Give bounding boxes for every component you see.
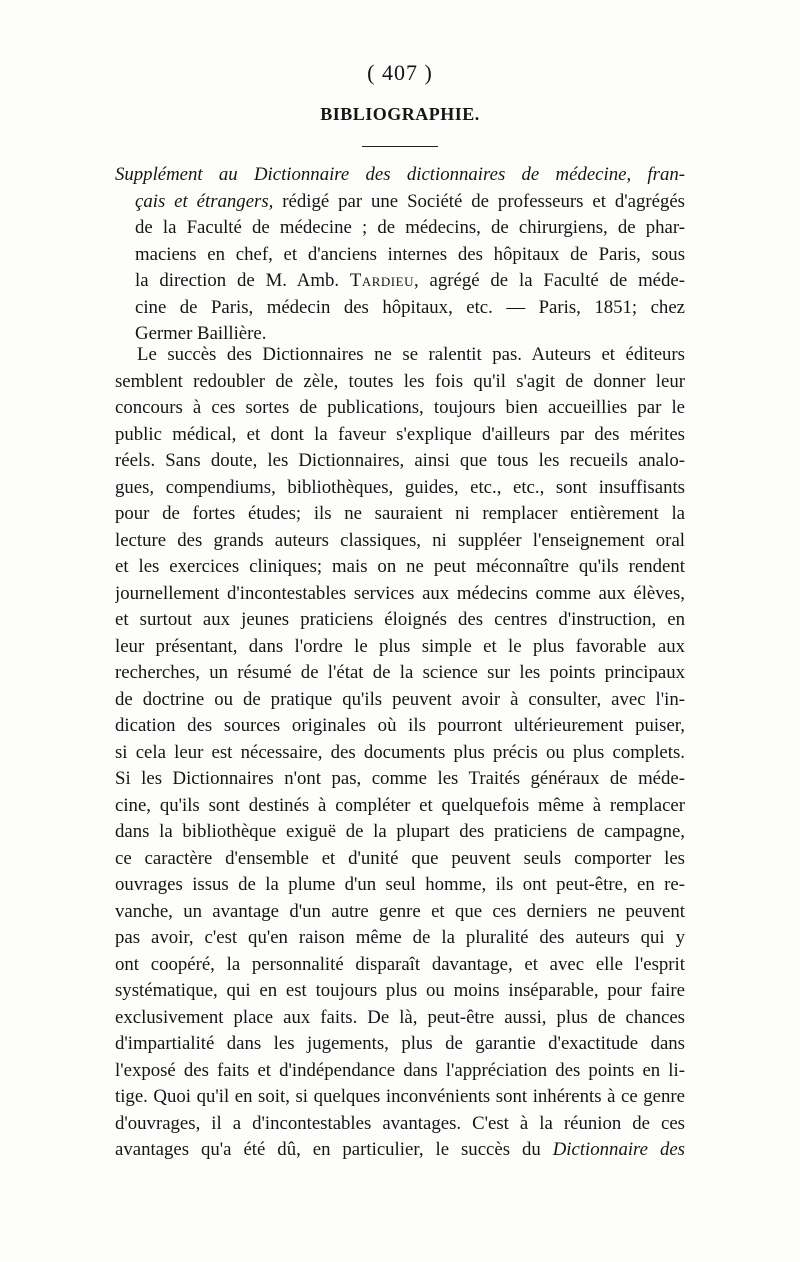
entry-line-7: Germer Baillière. xyxy=(135,323,267,344)
page-number: ( 407 ) xyxy=(367,60,433,85)
section-heading: BIBLIOGRAPHIE. xyxy=(320,104,480,124)
body-line: public médical, et dont la faveur s'explique d'ailleurs par des mérites xyxy=(115,423,685,445)
body-line: et surtout aux jeunes praticiens éloignés des centres d'instruction, en xyxy=(115,609,685,630)
body-line: Si les Dictionnaires n'ont pas, comme les Traités généraux de méde- xyxy=(115,768,685,789)
body-line: et les exercices cliniques; mais on ne peut méconnaître qu'ils rendent xyxy=(115,556,685,577)
author-name: Tardieu xyxy=(349,270,414,291)
body-line: dication des sources originales où ils pourront ultérieurement puiser, xyxy=(115,715,685,736)
body-line: ouvrages issus de la plume d'un seul homme, ils ont peut-être, en re- xyxy=(115,874,685,895)
body-line: dans la bibliothèque exiguë de la plupart des praticiens de campagne, xyxy=(115,821,685,842)
entry-line-1 xyxy=(115,162,685,189)
body-line: vanche, un avantage d'un autre genre et que ces derniers ne peuvent xyxy=(115,900,685,922)
body-line: d'impartialité dans les jugements, plus de garantie d'exactitude dans xyxy=(115,1033,685,1054)
body-line: réels. Sans doute, les Dictionnaires, ainsi que tous les recueils analo- xyxy=(115,450,685,471)
body-line: pas avoir, c'est qu'en raison même de la pluralité des auteurs qui y xyxy=(115,927,685,948)
entry-line-2 xyxy=(115,189,685,216)
entry-line-5 xyxy=(115,268,685,295)
entry-line-6: cine de Paris, médecin des hôpitaux, etc. — Paris, 1851; chez xyxy=(135,296,685,318)
body-line: journellement d'incontestables services aux médecins comme aux élèves, xyxy=(115,582,685,604)
heading-rule xyxy=(362,146,438,147)
body-line: recherches, un résumé de l'état de la science sur les points principaux xyxy=(115,662,685,683)
body-line: semblent redoubler de zèle, toutes les fois qu'il s'agit de donner leur xyxy=(115,370,685,392)
body-line: ont coopéré, la personnalité disparaît davantage, et avec elle l'esprit xyxy=(115,953,685,975)
entry-title-continued: çais et étrangers, xyxy=(135,190,274,212)
body-line: Le succès des Dictionnaires ne se ralentit pas. Auteurs et éditeurs xyxy=(137,344,685,365)
body-line: pour de fortes études; ils ne sauraient ni remplacer entièrement la xyxy=(115,503,685,524)
body-final-line xyxy=(115,1137,685,1164)
body-line: cine, qu'ils sont destinés à compléter et quelquefois même à remplacer xyxy=(115,794,685,816)
entry-line-4: maciens en chef, et d'anciens internes des hôpitaux de Paris, sous xyxy=(135,243,685,265)
entry-line-5-pre: la direction de M. Amb. xyxy=(135,270,350,291)
body-line: ce caractère d'ensemble et d'unité que peuvent seuls comporter les xyxy=(115,847,685,869)
body-line: lecture des grands auteurs classiques, ni suppléer l'enseignement oral xyxy=(115,529,685,551)
body-line: concours à ces sortes de publications, toujours bien accueillies par le xyxy=(115,397,685,418)
entry-line-5-post: , agrégé de la Faculté de méde- xyxy=(413,270,685,291)
body-line: l'exposé des faits et d'indépendance dans l'appréciation des points en li- xyxy=(115,1059,685,1081)
final-line-text: avantages qu'a été dû, en particulier, le succès du xyxy=(115,1139,553,1160)
body-line: de doctrine ou de pratique qu'ils peuvent avoir à consulter, avec l'in- xyxy=(115,688,685,710)
entry-title: Supplément au Dictionnaire des dictionnaires de médecine, fran- xyxy=(115,164,685,185)
bibliographic-entry xyxy=(115,162,685,348)
entry-line-3: de la Faculté de médecine ; de médecins, de chirurgiens, de phar- xyxy=(135,217,685,238)
body-line: systématique, qui en est toujours plus ou moins inséparable, pour faire xyxy=(115,980,685,1001)
body-line: leur présentant, dans l'ordre le plus simple et le plus favorable aux xyxy=(115,635,685,657)
body-line: exclusivement place aux faits. De là, peut-être aussi, plus de chances xyxy=(115,1006,685,1028)
body-line: si cela leur est nécessaire, des documents plus précis ou plus complets. xyxy=(115,741,685,763)
body-line: gues, compendiums, bibliothèques, guides, etc., etc., sont insuffisants xyxy=(115,476,685,498)
body-line: d'ouvrages, il a d'incontestables avantages. C'est à la réunion de ces xyxy=(115,1112,685,1134)
entry-line-2-text: rédigé par une Société de professeurs et d'agrégés xyxy=(273,190,685,212)
cited-title: Dictionnaire des xyxy=(552,1139,685,1160)
body-paragraph xyxy=(115,342,685,1164)
body-line: tige. Quoi qu'il en soit, si quelques inconvénients sont inhérents à ce genre xyxy=(115,1086,685,1107)
